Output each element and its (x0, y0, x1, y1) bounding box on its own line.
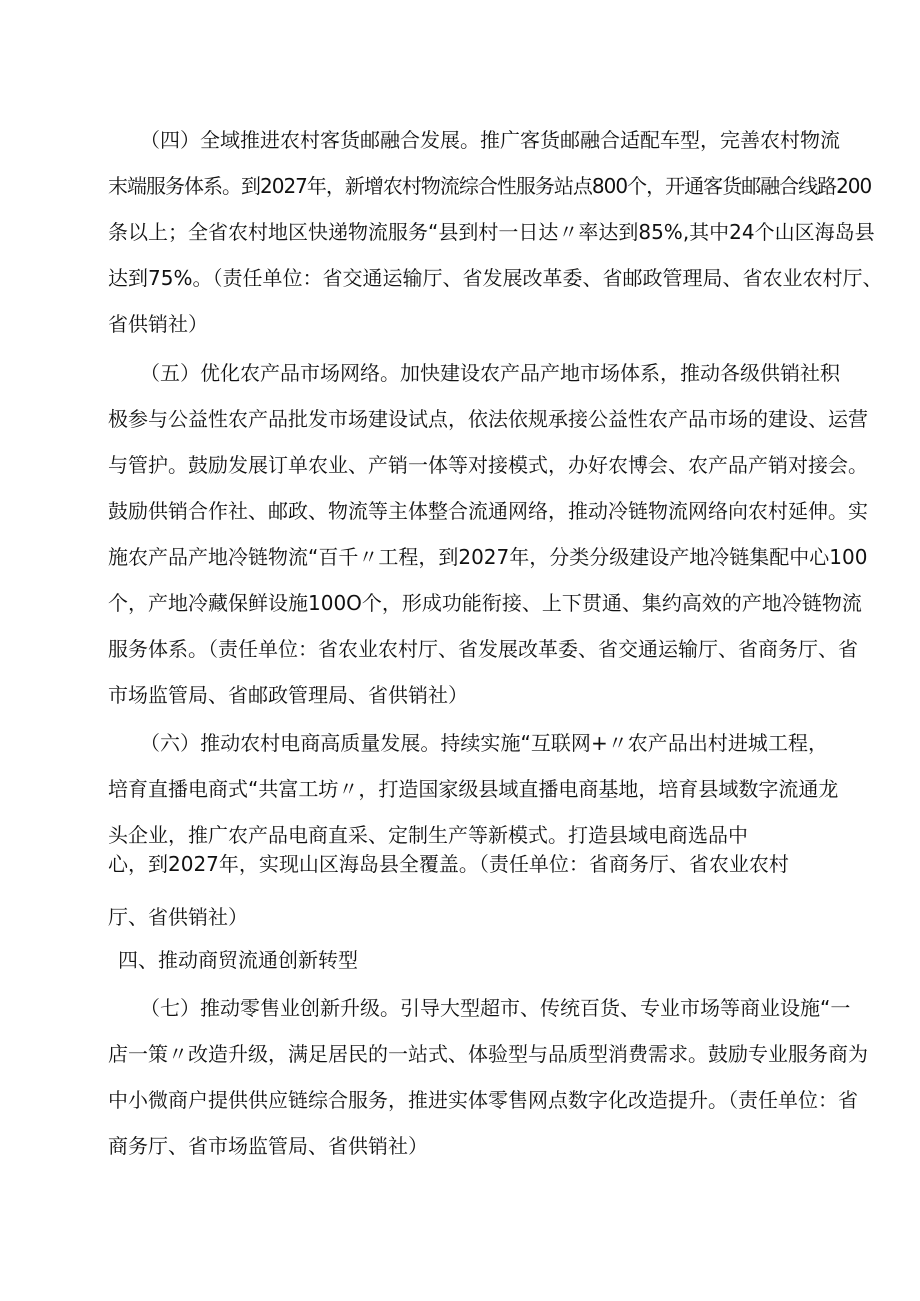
paragraph-7-line: 店一策〃改造升级，满足居民的一站式、体验型与品质型消费需求。鼓励专业服务商为 (108, 1042, 868, 1066)
paragraph-4-line: 末端服务体系。到2027年，新增农村物流综合性服务站点800个，开通客货邮融合线路200 (108, 174, 872, 198)
paragraph-5-line: 极参与公益性农产品批发市场建设试点，依法依规承接公益性农产品市场的建设、运营 (108, 407, 868, 431)
paragraph-6-line: 头企业，推广农产品电商直采、定制生产等新模式。打造县域电商选品中 (108, 823, 748, 847)
paragraph-7-line: 中小微商户提供供应链综合服务，推进实体零售网点数字化改造提升。（责任单位：省 (108, 1088, 858, 1112)
paragraph-4-line: 省供销社） (108, 312, 208, 336)
paragraph-5-line: 鼓励供销合作社、邮政、物流等主体整合流通网络，推动冷链物流网络向农村延伸。实 (108, 499, 868, 523)
paragraph-6-line: 心，到2027年，实现山区海岛县全覆盖。（责任单位：省商务厅、省农业农村 (108, 852, 789, 876)
paragraph-5-line: 服务体系。（责任单位：省农业农村厅、省发展改革委、省交通运输厅、省商务厅、省 (108, 637, 858, 661)
paragraph-5-line: 施农产品产地冷链物流“百千〃工程，到2027年，分类分级建设产地冷链集配中心100 (108, 545, 868, 569)
paragraph-5-line: 个，产地冷藏保鲜设施100O个，形成功能衔接、上下贯通、集约高效的产地冷链物流 (108, 591, 862, 615)
paragraph-5-line: 与管护。鼓励发展订单农业、产销一体等对接模式，办好农博会、农产品产销对接会。 (108, 453, 868, 477)
paragraph-4-line: 条以上；全省农村地区快递物流服务“县到村一日达〃率达到85%,其中24个山区海岛县 (108, 220, 875, 244)
paragraph-6-line: （六）推动农村电商高质量发展。持续实施“互联网+〃农产品出村进城工程， (140, 731, 828, 755)
section-heading: 四、推动商贸流通创新转型 (118, 948, 358, 972)
paragraph-7-line: 商务厅、省市场监管局、省供销社） (108, 1134, 428, 1158)
paragraph-6-line: 培育直播电商式“共富工坊〃，打造国家级县域直播电商基地，培育县域数字流通龙 (108, 777, 839, 801)
paragraph-5-line: （五）优化农产品市场网络。加快建设农产品产地市场体系，推动各级供销社积 (140, 361, 840, 385)
paragraph-4-line: 达到75%。（责任单位：省交通运输厅、省发展改革委、省邮政管理局、省农业农村厅、 (108, 266, 883, 290)
paragraph-6-line: 厅、省供销社） (108, 905, 248, 929)
paragraph-5-line: 市场监管局、省邮政管理局、省供销社） (108, 683, 468, 707)
paragraph-4-line: （四）全域推进农村客货邮融合发展。推广客货邮融合适配车型，完善农村物流 (140, 128, 840, 152)
paragraph-7-line: （七）推动零售业创新升级。引导大型超市、传统百货、专业市场等商业设施“一 (140, 996, 851, 1020)
